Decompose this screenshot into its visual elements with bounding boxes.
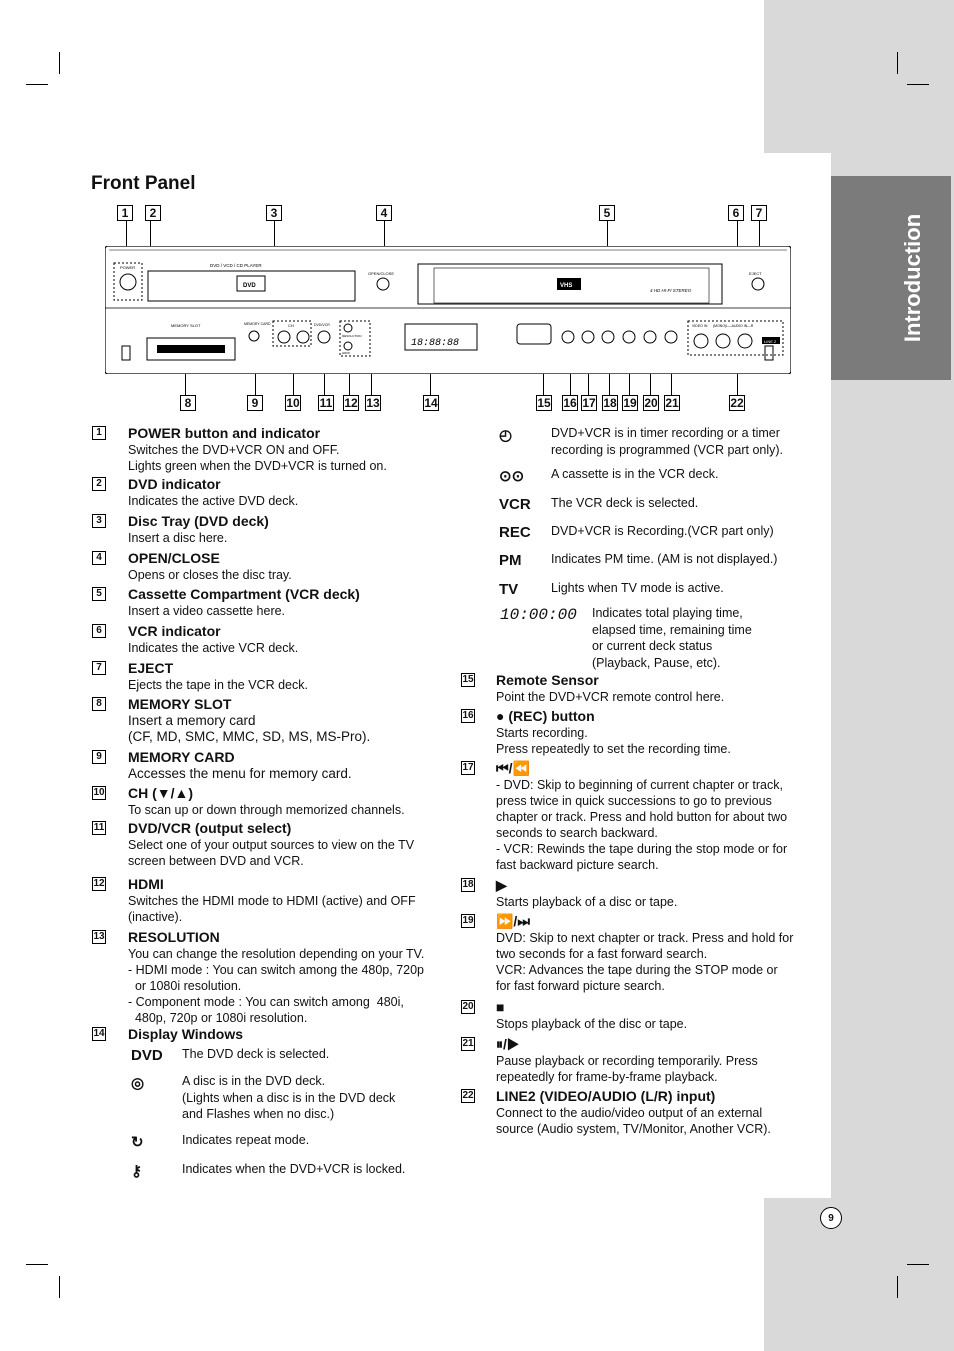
- item-description: Lights green when the DVD+VCR is turned on.: [128, 459, 387, 473]
- callout-marker: 15: [537, 396, 551, 410]
- callout-marker: 2: [145, 205, 161, 221]
- item-description: Insert a video cassette here.: [128, 604, 286, 618]
- item-body: [128, 785, 442, 818]
- display-line: Indicates repeat mode.: [182, 1133, 310, 1147]
- callout-marker: 5: [599, 205, 615, 221]
- margin-band-bottom: [764, 1198, 954, 1351]
- audio-in-label: (MONO)L—AUDIO IN—R: [713, 324, 754, 328]
- hifi-label: 4 HD HI-FI STEREO: [650, 288, 692, 293]
- item-number: 22: [462, 1090, 474, 1101]
- crop-mark: [897, 1276, 898, 1298]
- callout-marker: 11: [319, 396, 333, 410]
- item-number: 4: [92, 551, 106, 565]
- item-description: Insert a memory card: [128, 713, 256, 728]
- item-description: Indicates the active VCR deck.: [128, 641, 299, 655]
- list-item: [461, 760, 811, 873]
- dvd-vcr-label: DVD/VCR: [314, 323, 330, 327]
- crop-mark: [897, 52, 898, 74]
- crop-mark: [59, 1276, 60, 1298]
- item-title: EJECT: [128, 660, 174, 676]
- list-item: [92, 660, 442, 693]
- list-item: [92, 586, 442, 619]
- item-description: fast backward picture search.: [496, 858, 659, 872]
- item-description: press twice in quick successions to go to previous: [496, 794, 772, 808]
- item-body: [128, 660, 442, 693]
- item-description: or 1080i resolution.: [128, 979, 242, 993]
- item-body: [496, 999, 811, 1032]
- item-number: 21: [462, 1038, 474, 1049]
- open-close-label: OPEN/CLOSE: [368, 271, 395, 276]
- list-item: [92, 876, 442, 925]
- callout-marker: 4: [376, 205, 392, 221]
- item-title: ▶: [496, 877, 507, 893]
- list-item: [92, 929, 442, 1026]
- callout-marker: 3: [266, 205, 282, 221]
- item-description: Connect to the audio/video output of an external: [496, 1106, 763, 1120]
- memory-slot-opening: [157, 345, 225, 353]
- callout-marker: 6: [728, 205, 744, 221]
- hdmi-label: HDMI: [342, 351, 350, 355]
- item-number: 19: [462, 915, 474, 926]
- dvd-logo: DVD: [243, 283, 256, 289]
- item-body: [496, 1036, 811, 1085]
- item-title: MEMORY CARD: [128, 749, 235, 765]
- video-in-label: VIDEO IN: [692, 324, 708, 328]
- power-label: POWER: [120, 265, 136, 270]
- display-line: The VCR deck is selected.: [551, 496, 699, 510]
- display-line: recording is programmed (VCR part only).: [551, 442, 784, 457]
- display-digits: 18:88:88: [411, 338, 460, 349]
- item-number: 12: [93, 878, 105, 889]
- item-description: Opens or closes the disc tray.: [128, 568, 292, 582]
- display-line: elapsed time, remaining time: [592, 622, 752, 637]
- callout-marker: 12: [344, 396, 358, 410]
- margin-band-top: [764, 0, 954, 153]
- memory-card-label: MEMORY CARD: [244, 322, 271, 326]
- display-symbol: DVD: [131, 1047, 163, 1064]
- item-title: Remote Sensor: [496, 672, 599, 688]
- item-title: ■: [496, 999, 505, 1015]
- crop-mark: [26, 1264, 48, 1265]
- display-description: [182, 1132, 442, 1149]
- crop-mark: [907, 1264, 929, 1265]
- item-title: LINE2 (VIDEO/AUDIO (L/R) input): [496, 1088, 716, 1104]
- display-description: [551, 551, 801, 568]
- item-number: 15: [462, 674, 474, 685]
- list-item: [92, 1026, 442, 1043]
- item-description: Stops playback of the disc or tape.: [496, 1017, 688, 1031]
- list-item: [92, 820, 442, 869]
- item-description: Ejects the tape in the VCR deck.: [128, 678, 308, 692]
- page-number: 9: [820, 1207, 842, 1229]
- item-description: source (Audio system, TV/Monitor, Another VCR).: [496, 1122, 771, 1136]
- display-description: [182, 1046, 442, 1063]
- item-number: 16: [462, 710, 474, 721]
- section-tab-label: Introduction: [900, 213, 925, 343]
- item-description: two seconds for a fast forward search.: [496, 947, 708, 961]
- item-number: 5: [92, 587, 106, 601]
- item-number: 1: [92, 426, 106, 440]
- list-item: [461, 999, 811, 1032]
- callout-marker: 21: [665, 396, 679, 410]
- repeat-icon: ↻: [131, 1134, 144, 1151]
- list-item: [461, 708, 811, 757]
- line2-label: LINE 2: [764, 339, 777, 344]
- list-item: [92, 425, 442, 474]
- item-body: [496, 877, 811, 910]
- item-number: 7: [92, 661, 106, 675]
- callout-leader: [737, 372, 738, 395]
- callout-marker: 7: [751, 205, 767, 221]
- item-title: VCR indicator: [128, 623, 221, 639]
- display-line: and Flashes when no disc.): [182, 1107, 335, 1121]
- item-description: repeatedly for frame-by-frame playback.: [496, 1070, 718, 1084]
- item-body: [128, 876, 442, 925]
- item-title: DVD/VCR (output select): [128, 820, 292, 836]
- item-title: HDMI: [128, 876, 164, 892]
- item-description: Insert a disc here.: [128, 531, 228, 545]
- item-title: Cassette Compartment (VCR deck): [128, 586, 360, 602]
- item-title: CH (▼/▲): [128, 785, 194, 801]
- item-description: Pause playback or recording temporarily. Press: [496, 1054, 758, 1068]
- item-title: ⏩/⏭: [496, 913, 530, 929]
- item-number: 8: [92, 697, 106, 711]
- item-description: Accesses the menu for memory card.: [128, 766, 352, 781]
- list-item: [461, 1036, 811, 1085]
- callout-marker: 13: [366, 396, 380, 410]
- item-title: ⏸/▶: [496, 1036, 520, 1052]
- display-line: (Lights when a disc is in the DVD deck: [182, 1090, 396, 1105]
- front-panel-illustration: [105, 246, 791, 374]
- memory-slot-label: MEMORY SLOT: [171, 323, 201, 328]
- callout-marker: 16: [563, 396, 577, 410]
- callout-marker: 19: [623, 396, 637, 410]
- item-title: MEMORY SLOT: [128, 696, 232, 712]
- key-icon: ⚷: [131, 1163, 142, 1180]
- display-description: [551, 580, 801, 597]
- section-tab: [831, 176, 951, 380]
- item-body: [496, 913, 811, 994]
- list-item: [92, 550, 442, 583]
- display-symbol: 10:00:00: [500, 606, 577, 624]
- item-body: [128, 929, 442, 1026]
- item-description: Switches the DVD+VCR ON and OFF.: [128, 443, 340, 457]
- cassette-icon: ⊙⊙: [499, 468, 525, 485]
- display-line: A disc is in the DVD deck.: [182, 1074, 326, 1088]
- list-item: [92, 696, 442, 745]
- item-description: To scan up or down through memorized channels.: [128, 803, 405, 817]
- item-body: [496, 760, 811, 873]
- item-body: [128, 425, 442, 474]
- callout-marker: 14: [424, 396, 438, 410]
- item-number: 9: [92, 750, 106, 764]
- list-item: [92, 513, 442, 546]
- item-title: ● (REC) button: [496, 708, 595, 724]
- item-number: 17: [462, 762, 474, 773]
- item-title: ⏮/⏪: [496, 760, 530, 776]
- list-item: [92, 476, 442, 509]
- item-title: RESOLUTION: [128, 929, 220, 945]
- item-description: screen between DVD and VCR.: [128, 854, 304, 868]
- display-description: [551, 425, 801, 458]
- display-description: [182, 1161, 442, 1178]
- item-description: Point the DVD+VCR remote control here.: [496, 690, 725, 704]
- item-description: (inactive).: [128, 910, 183, 924]
- item-description: - VCR: Rewinds the tape during the stop mode or for: [496, 842, 788, 856]
- item-title: POWER button and indicator: [128, 425, 321, 441]
- callout-marker: 18: [603, 396, 617, 410]
- callout-leader: [126, 221, 127, 248]
- crop-mark: [907, 84, 929, 85]
- item-number: 3: [92, 514, 106, 528]
- list-item: [461, 877, 811, 910]
- item-body: [128, 550, 442, 583]
- dvd-banner: DVD / VCD / CD PLAYER: [210, 263, 262, 268]
- item-title: OPEN/CLOSE: [128, 550, 220, 566]
- callout-marker: 8: [180, 395, 196, 411]
- item-body: [128, 1026, 442, 1043]
- item-description: VCR: Advances the tape during the STOP mode or: [496, 963, 778, 977]
- list-item: [461, 1088, 811, 1137]
- ch-label: CH: [288, 323, 294, 328]
- crop-mark: [26, 84, 48, 85]
- item-number: 11: [93, 822, 105, 833]
- display-line: Lights when TV mode is active.: [551, 581, 724, 595]
- vhs-logo: VHS: [560, 283, 573, 289]
- item-number: 20: [462, 1001, 474, 1012]
- resolution-label: RESOLUTION: [342, 334, 362, 338]
- item-description: You can change the resolution depending on your TV.: [128, 947, 425, 961]
- callout-marker: 1: [117, 205, 133, 221]
- item-description: - HDMI mode : You can switch among the 480p, 720p: [128, 963, 425, 977]
- clock-icon: ◴: [499, 427, 513, 444]
- item-description: Starts playback of a disc or tape.: [496, 895, 678, 909]
- display-line: Indicates total playing time,: [592, 606, 743, 620]
- item-description: Press repeatedly to set the recording time.: [496, 742, 731, 756]
- callout-marker: 10: [286, 396, 300, 410]
- item-body: [128, 586, 442, 619]
- item-description: (CF, MD, SMC, MMC, SD, MS, MS-Pro).: [128, 729, 371, 744]
- display-line: Indicates when the DVD+VCR is locked.: [182, 1162, 406, 1176]
- display-description: [551, 523, 801, 540]
- item-title: Disc Tray (DVD deck): [128, 513, 269, 529]
- callout-marker: 20: [644, 396, 658, 410]
- item-body: [128, 513, 442, 546]
- item-description: seconds to search backward.: [496, 826, 658, 840]
- list-item: [92, 749, 442, 782]
- display-line: DVD+VCR is in timer recording or a timer: [551, 426, 780, 440]
- crop-mark: [59, 52, 60, 74]
- eject-label: EJECT: [749, 271, 762, 276]
- display-description: [182, 1073, 442, 1123]
- item-body: [128, 623, 442, 656]
- item-number: 10: [93, 787, 105, 798]
- item-description: Starts recording.: [496, 726, 588, 740]
- page-heading: Front Panel: [91, 173, 196, 194]
- display-line: A cassette is in the VCR deck.: [551, 467, 719, 481]
- display-line: (Playback, Pause, etc).: [592, 655, 721, 670]
- item-body: [128, 820, 442, 869]
- callout-marker: 22: [730, 396, 744, 410]
- item-description: 480p, 720p or 1080i resolution.: [128, 1011, 308, 1025]
- item-number: 14: [93, 1028, 105, 1039]
- item-body: [496, 708, 811, 757]
- list-item: [92, 623, 442, 656]
- item-description: for fast forward picture search.: [496, 979, 665, 993]
- list-item: [92, 785, 442, 818]
- list-item: [461, 913, 811, 994]
- list-item: [461, 672, 811, 705]
- item-title: DVD indicator: [128, 476, 221, 492]
- item-body: [128, 476, 442, 509]
- display-description: [592, 605, 842, 671]
- display-line: Indicates PM time. (AM is not displayed.): [551, 552, 778, 566]
- item-description: chapter or track. Press and hold button for about two: [496, 810, 788, 824]
- display-description: [551, 495, 801, 512]
- item-description: - Component mode : You can switch among 480i,: [128, 995, 404, 1009]
- item-description: Select one of your output sources to view on the TV: [128, 838, 415, 852]
- item-description: Indicates the active DVD deck.: [128, 494, 299, 508]
- display-symbol: VCR: [499, 496, 531, 513]
- display-symbol: REC: [499, 524, 531, 541]
- display-line: DVD+VCR is Recording.(VCR part only): [551, 524, 774, 538]
- item-description: - DVD: Skip to beginning of current chapter or track,: [496, 778, 783, 792]
- display-line: The DVD deck is selected.: [182, 1047, 330, 1061]
- item-number: 2: [92, 477, 106, 491]
- item-body: [128, 749, 442, 782]
- display-symbol: TV: [499, 581, 519, 598]
- item-number: 18: [462, 879, 474, 890]
- item-number: 13: [93, 931, 105, 942]
- callout-marker: 9: [247, 395, 263, 411]
- item-body: [496, 1088, 811, 1137]
- display-description: [551, 466, 801, 483]
- item-number: 6: [92, 624, 106, 638]
- item-description: Switches the HDMI mode to HDMI (active) and OFF: [128, 894, 416, 908]
- disc-icon: ◎: [131, 1075, 145, 1092]
- item-body: [128, 696, 442, 745]
- display-line: or current deck status: [592, 639, 713, 653]
- display-symbol: PM: [499, 552, 522, 569]
- item-description: DVD: Skip to next chapter or track. Press and hold for: [496, 931, 794, 945]
- callout-marker: 17: [582, 396, 596, 410]
- item-body: [496, 672, 811, 705]
- item-title: Display Windows: [128, 1026, 244, 1042]
